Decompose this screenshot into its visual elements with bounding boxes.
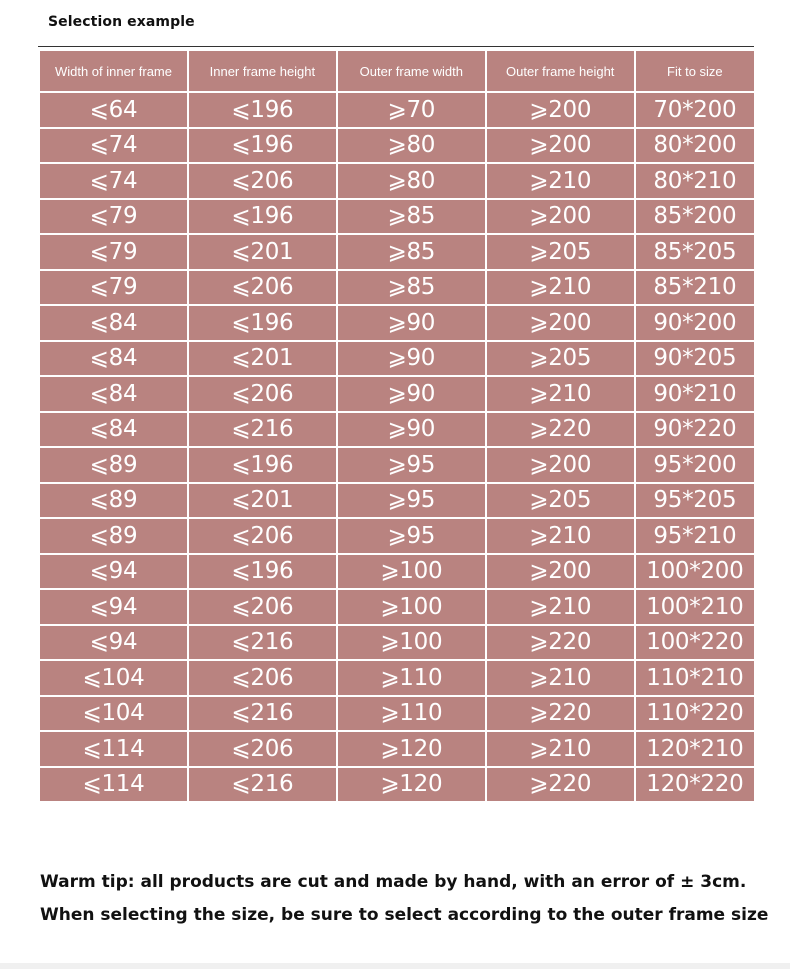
warm-tip-text: Warm tip: all products are cut and made by hand, with an error of ± 3cm. (40, 872, 747, 892)
cell-fit-to-size: 85*200 (635, 199, 755, 235)
cell-fit-to-size: 100*220 (635, 625, 755, 661)
cell-inner-frame-height: ⩽206 (188, 731, 337, 767)
cell-inner-frame-width: ⩽94 (39, 554, 188, 590)
cell-fit-to-size: 110*220 (635, 696, 755, 732)
table-row (39, 128, 755, 164)
cell-outer-frame-height: ⩾220 (486, 696, 635, 732)
cell-outer-frame-height: ⩾205 (486, 341, 635, 377)
cell-fit-to-size: 80*200 (635, 128, 755, 164)
heading-divider (38, 46, 754, 47)
cell-outer-frame-width: ⩾95 (337, 447, 486, 483)
table-row (39, 589, 755, 625)
table-row (39, 92, 755, 128)
cell-outer-frame-height: ⩾220 (486, 412, 635, 448)
cell-outer-frame-height: ⩾200 (486, 92, 635, 128)
page-heading: Selection example (48, 14, 195, 30)
cell-fit-to-size: 70*200 (635, 92, 755, 128)
cell-inner-frame-width: ⩽74 (39, 128, 188, 164)
cell-inner-frame-height: ⩽196 (188, 92, 337, 128)
cell-outer-frame-height: ⩾200 (486, 128, 635, 164)
cell-outer-frame-height: ⩾205 (486, 483, 635, 519)
table-row (39, 660, 755, 696)
cell-inner-frame-width: ⩽64 (39, 92, 188, 128)
table-row (39, 412, 755, 448)
table-row (39, 163, 755, 199)
cell-inner-frame-width: ⩽79 (39, 234, 188, 270)
cell-inner-frame-height: ⩽196 (188, 128, 337, 164)
cell-inner-frame-height: ⩽206 (188, 518, 337, 554)
cell-outer-frame-height: ⩾210 (486, 660, 635, 696)
cell-inner-frame-width: ⩽89 (39, 518, 188, 554)
cell-inner-frame-width: ⩽89 (39, 447, 188, 483)
cell-outer-frame-height: ⩾220 (486, 767, 635, 803)
cell-outer-frame-height: ⩾200 (486, 447, 635, 483)
cell-outer-frame-width: ⩾95 (337, 483, 486, 519)
cell-fit-to-size: 85*205 (635, 234, 755, 270)
cell-inner-frame-height: ⩽206 (188, 589, 337, 625)
cell-outer-frame-height: ⩾220 (486, 625, 635, 661)
table-row (39, 483, 755, 519)
cell-inner-frame-width: ⩽84 (39, 341, 188, 377)
cell-outer-frame-width: ⩾120 (337, 767, 486, 803)
cell-inner-frame-height: ⩽201 (188, 234, 337, 270)
table-row (39, 518, 755, 554)
table-row (39, 767, 755, 803)
header-row (39, 50, 755, 92)
cell-outer-frame-height: ⩾200 (486, 305, 635, 341)
cell-outer-frame-width: ⩾110 (337, 660, 486, 696)
cell-outer-frame-height: ⩾210 (486, 270, 635, 306)
cell-inner-frame-height: ⩽206 (188, 660, 337, 696)
cell-fit-to-size: 80*210 (635, 163, 755, 199)
table-row (39, 696, 755, 732)
cell-outer-frame-height: ⩾205 (486, 234, 635, 270)
cell-outer-frame-height: ⩾210 (486, 163, 635, 199)
cell-fit-to-size: 100*210 (635, 589, 755, 625)
cell-inner-frame-width: ⩽79 (39, 270, 188, 306)
table-row (39, 447, 755, 483)
cell-fit-to-size: 120*210 (635, 731, 755, 767)
cell-outer-frame-width: ⩾100 (337, 589, 486, 625)
cell-inner-frame-height: ⩽196 (188, 447, 337, 483)
table-row (39, 376, 755, 412)
selection-advice-text: When selecting the size, be sure to select according to the outer frame size (40, 905, 769, 925)
cell-outer-frame-height: ⩾200 (486, 199, 635, 235)
table-row (39, 305, 755, 341)
table-row (39, 625, 755, 661)
cell-outer-frame-width: ⩾85 (337, 199, 486, 235)
cell-inner-frame-width: ⩽94 (39, 625, 188, 661)
cell-inner-frame-height: ⩽196 (188, 199, 337, 235)
cell-inner-frame-height: ⩽201 (188, 483, 337, 519)
cell-outer-frame-width: ⩾70 (337, 92, 486, 128)
header-fit-to-size: Fit to size (635, 50, 755, 92)
cell-fit-to-size: 120*220 (635, 767, 755, 803)
cell-outer-frame-width: ⩾90 (337, 376, 486, 412)
cell-outer-frame-height: ⩾210 (486, 731, 635, 767)
cell-outer-frame-width: ⩾85 (337, 270, 486, 306)
cell-inner-frame-width: ⩽84 (39, 412, 188, 448)
cell-inner-frame-width: ⩽74 (39, 163, 188, 199)
header-inner-frame-height: Inner frame height (188, 50, 337, 92)
cell-fit-to-size: 90*220 (635, 412, 755, 448)
header-inner-frame-width: Width of inner frame (39, 50, 188, 92)
header-outer-frame-width: Outer frame width (337, 50, 486, 92)
table-row (39, 731, 755, 767)
cell-inner-frame-width: ⩽84 (39, 376, 188, 412)
table-row (39, 341, 755, 377)
cell-fit-to-size: 90*205 (635, 341, 755, 377)
cell-inner-frame-width: ⩽94 (39, 589, 188, 625)
cell-inner-frame-width: ⩽114 (39, 767, 188, 803)
cell-fit-to-size: 90*200 (635, 305, 755, 341)
cell-outer-frame-height: ⩾210 (486, 589, 635, 625)
cell-fit-to-size: 95*200 (635, 447, 755, 483)
cell-fit-to-size: 100*200 (635, 554, 755, 590)
size-table-header (39, 50, 755, 92)
cell-outer-frame-width: ⩾90 (337, 341, 486, 377)
cell-inner-frame-width: ⩽89 (39, 483, 188, 519)
cell-inner-frame-height: ⩽216 (188, 412, 337, 448)
cell-fit-to-size: 95*205 (635, 483, 755, 519)
cell-outer-frame-width: ⩾110 (337, 696, 486, 732)
cell-inner-frame-height: ⩽206 (188, 376, 337, 412)
cell-outer-frame-width: ⩾100 (337, 554, 486, 590)
cell-inner-frame-height: ⩽216 (188, 767, 337, 803)
cell-outer-frame-width: ⩾85 (337, 234, 486, 270)
table-row (39, 554, 755, 590)
cell-inner-frame-width: ⩽84 (39, 305, 188, 341)
cell-inner-frame-height: ⩽196 (188, 305, 337, 341)
table-row (39, 234, 755, 270)
cell-outer-frame-width: ⩾120 (337, 731, 486, 767)
cell-inner-frame-height: ⩽196 (188, 554, 337, 590)
cell-inner-frame-height: ⩽216 (188, 625, 337, 661)
cell-inner-frame-height: ⩽206 (188, 270, 337, 306)
table-row (39, 199, 755, 235)
size-selection-table (38, 49, 756, 803)
cell-outer-frame-width: ⩾95 (337, 518, 486, 554)
cell-inner-frame-width: ⩽104 (39, 660, 188, 696)
cell-outer-frame-height: ⩾210 (486, 376, 635, 412)
cell-outer-frame-width: ⩾80 (337, 128, 486, 164)
cell-inner-frame-width: ⩽79 (39, 199, 188, 235)
cell-inner-frame-width: ⩽104 (39, 696, 188, 732)
cell-inner-frame-height: ⩽216 (188, 696, 337, 732)
cell-fit-to-size: 85*210 (635, 270, 755, 306)
cell-fit-to-size: 95*210 (635, 518, 755, 554)
cell-outer-frame-height: ⩾210 (486, 518, 635, 554)
header-outer-frame-height: Outer frame height (486, 50, 635, 92)
cell-outer-frame-height: ⩾200 (486, 554, 635, 590)
footer-strip (0, 963, 790, 969)
cell-outer-frame-width: ⩾90 (337, 305, 486, 341)
cell-outer-frame-width: ⩾100 (337, 625, 486, 661)
cell-outer-frame-width: ⩾80 (337, 163, 486, 199)
cell-outer-frame-width: ⩾90 (337, 412, 486, 448)
cell-inner-frame-height: ⩽206 (188, 163, 337, 199)
cell-fit-to-size: 90*210 (635, 376, 755, 412)
cell-inner-frame-width: ⩽114 (39, 731, 188, 767)
cell-inner-frame-height: ⩽201 (188, 341, 337, 377)
size-table-body (39, 92, 755, 802)
table-row (39, 270, 755, 306)
cell-fit-to-size: 110*210 (635, 660, 755, 696)
